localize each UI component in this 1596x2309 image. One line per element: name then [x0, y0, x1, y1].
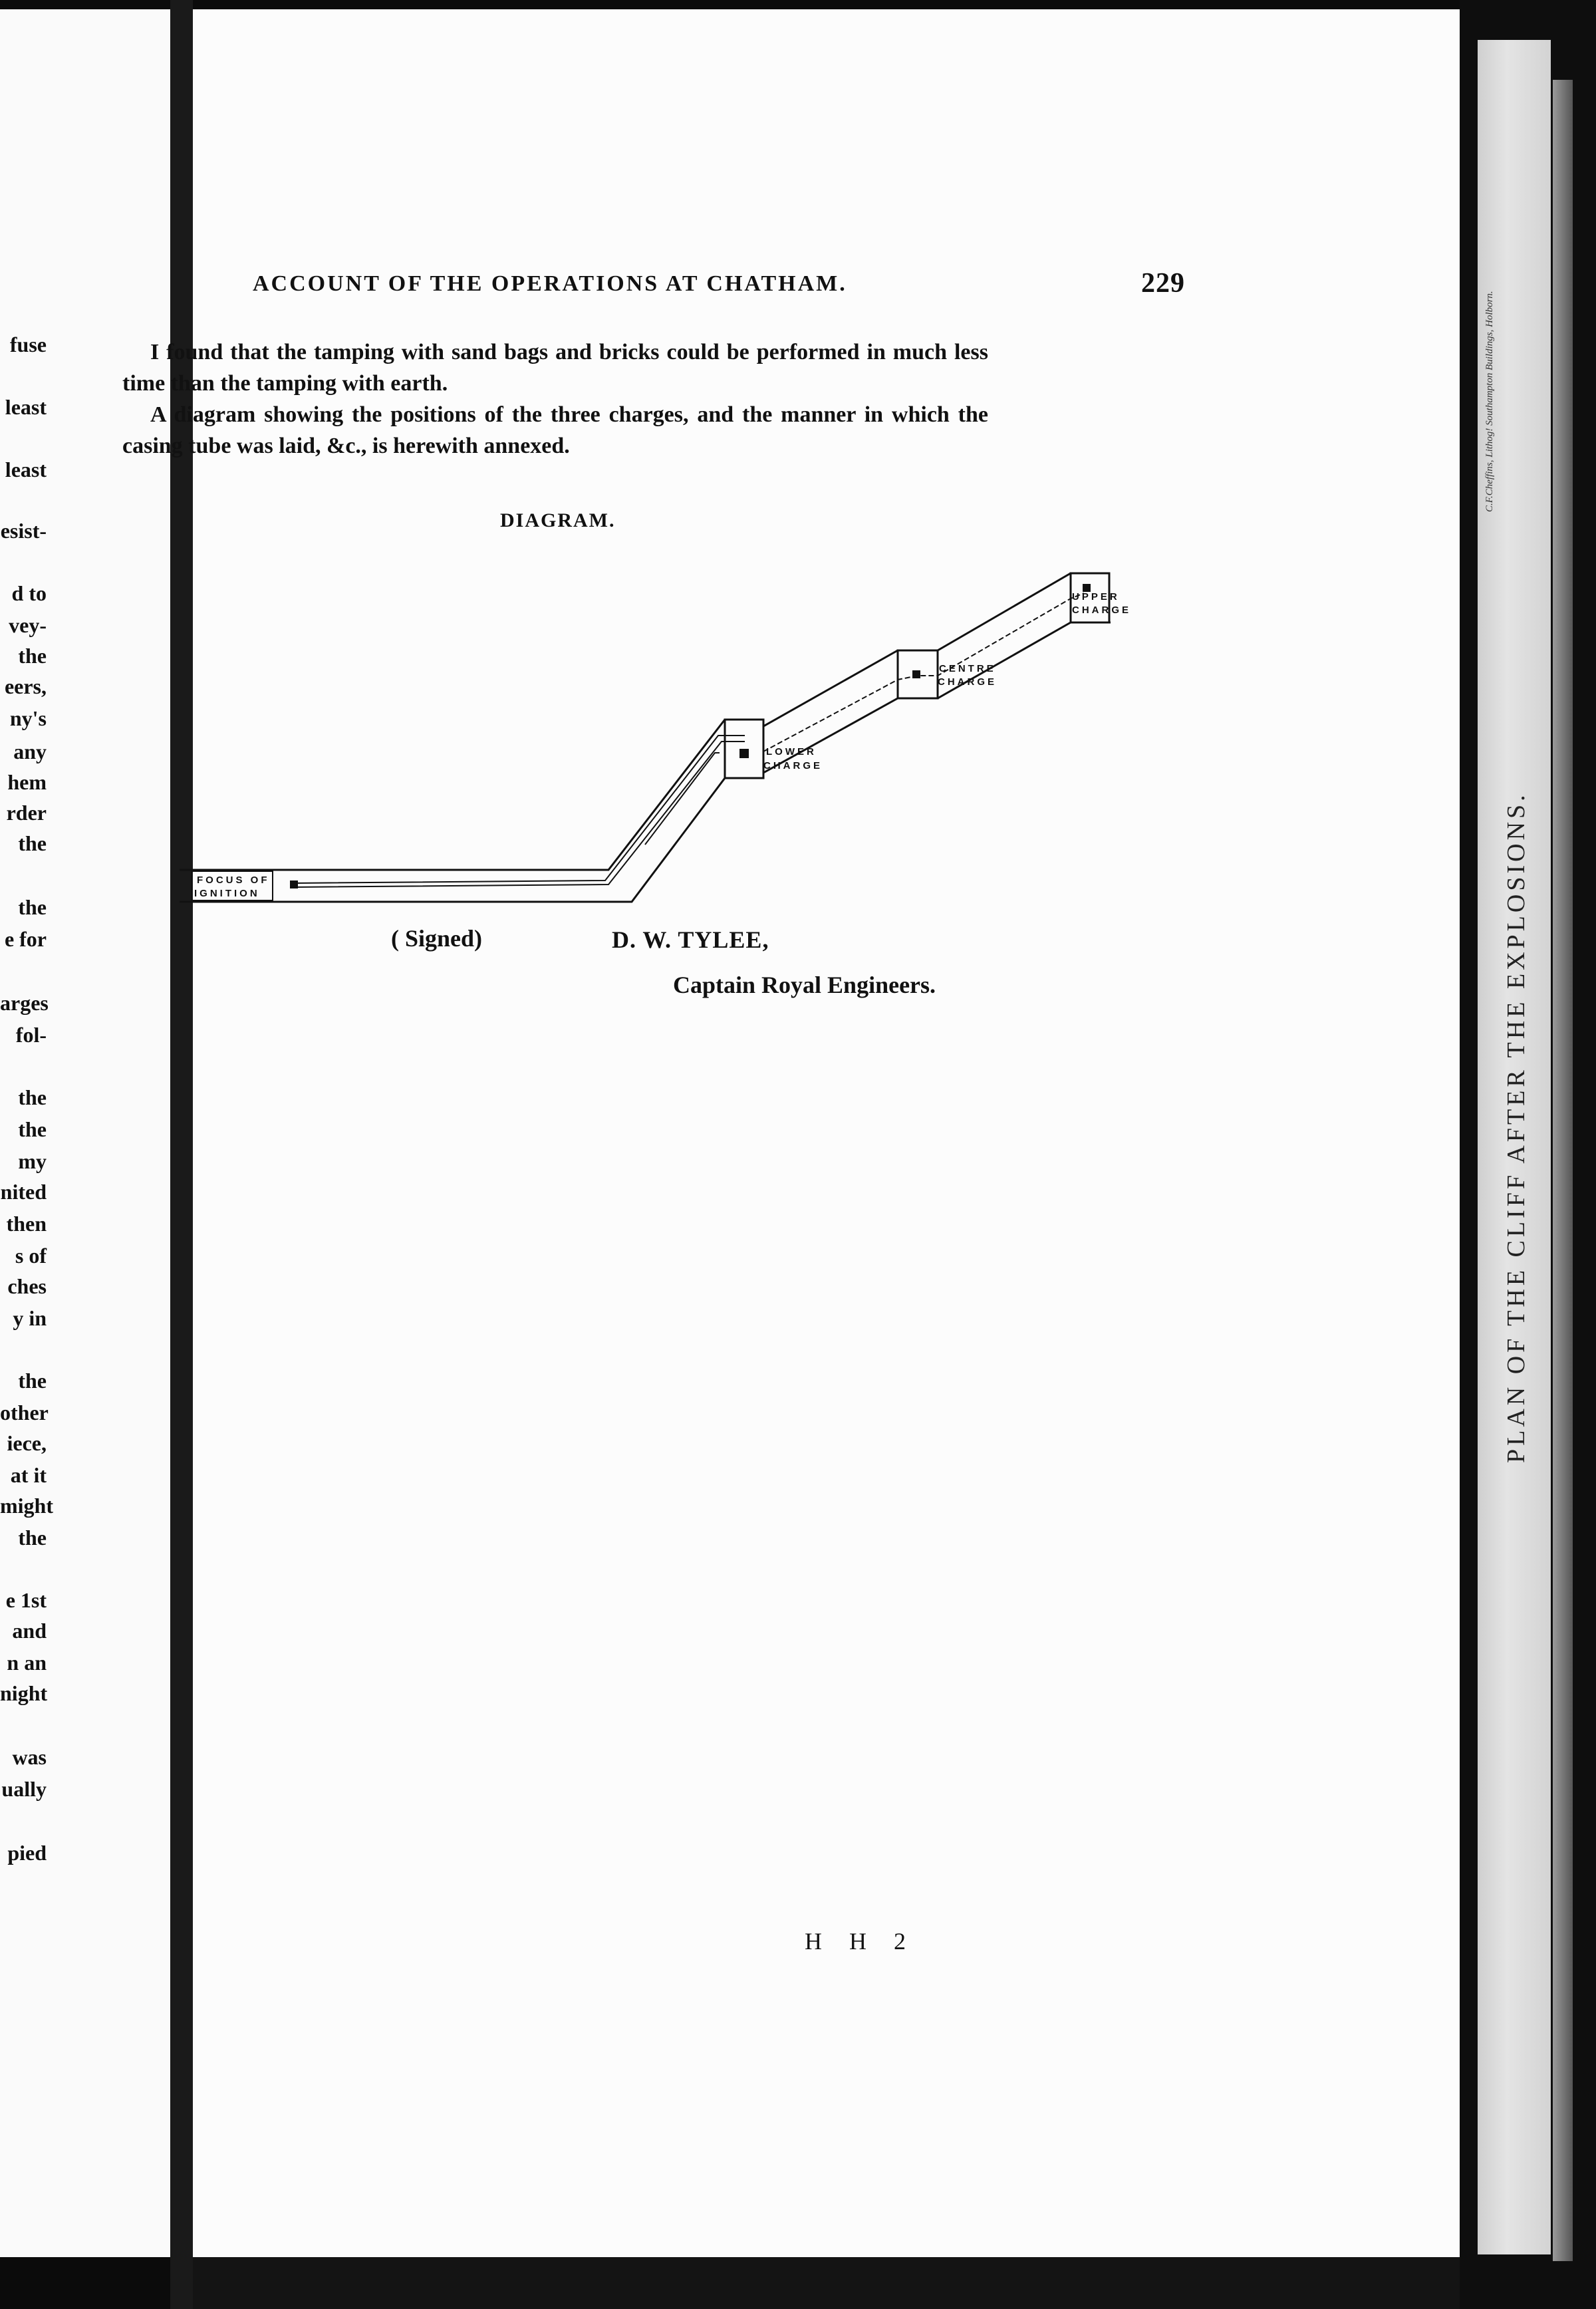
facing-page-text-fragment: rder [6, 801, 47, 825]
facing-page-text-fragment: my [18, 1149, 47, 1173]
facing-page-text-fragment: the [18, 1369, 47, 1393]
foldout-title: PLAN OF THE CLIFF AFTER THE EXPLOSIONS. [1502, 791, 1530, 1463]
diagram-heading: DIAGRAM. [500, 509, 616, 531]
facing-page-text-fragment: iece, [7, 1431, 47, 1455]
signed-note: ( Signed) [391, 925, 483, 952]
facing-page-text-fragment: hem [7, 770, 47, 794]
facing-page-text-fragment: other [0, 1401, 49, 1425]
casing-tube-inner [293, 742, 745, 887]
foldout-plan-edge [1553, 80, 1573, 2261]
paragraph: I found that the tamping with sand bags and bricks could be performed in much less time than the tamping with earth. [122, 340, 988, 396]
upper-label-line1: UPPER [1072, 591, 1120, 603]
facing-page-text-fragment: the [18, 831, 47, 855]
facing-page-text-fragment: at it [10, 1463, 47, 1487]
facing-page-text-fragment: pied [7, 1841, 47, 1865]
facing-page-text-fragment: the [18, 895, 47, 919]
facing-page-text-fragment: fol- [15, 1023, 47, 1047]
facing-page-text-fragment: least [5, 458, 47, 481]
facing-page-text-fragment: d to [11, 581, 47, 605]
casing-tube-upper [763, 593, 1084, 751]
lower-label-line2: CHARGE [763, 760, 823, 771]
facing-page-text-fragment: e for [4, 927, 47, 951]
facing-page-text-fragment: the [18, 1117, 47, 1141]
facing-page-text-fragment: fuse [9, 333, 47, 356]
centre-charge-marker [912, 670, 920, 678]
lower-charge-marker [739, 749, 749, 758]
page-bottom-edge [193, 2257, 1460, 2309]
facing-page-text-fragment: e 1st [5, 1588, 47, 1612]
facing-page-text-fragment: least [5, 395, 47, 419]
page-number: 229 [1141, 268, 1185, 299]
facing-page-text-fragment: y in [13, 1306, 47, 1330]
charges-diagram [180, 552, 1132, 918]
facing-page-text-fragment: s of [15, 1244, 47, 1268]
signer-rank: Captain Royal Engineers. [673, 972, 936, 998]
facing-page-text-fragment: ually [1, 1777, 47, 1801]
foldout-credit: C.F.Cheffins, Lithog! Southampton Buildings, Holborn. [1484, 291, 1495, 512]
facing-page-text-fragment: might [0, 1494, 53, 1518]
upper-label-line2: CHARGE [1072, 605, 1132, 616]
facing-page-text-fragment: the [18, 1526, 47, 1550]
facing-page-text-fragment: vey- [9, 613, 47, 637]
facing-page-text-fragment: arges [0, 991, 49, 1015]
facing-page-text-fragment: n an [7, 1651, 47, 1675]
facing-page-text-fragment: any [13, 740, 47, 763]
facing-page-text-fragment: esist- [0, 519, 47, 543]
lower-label-line1: LOWER [766, 746, 817, 757]
facing-page-text-fragment: the [18, 644, 47, 668]
facing-page-text-fragment: ches [7, 1274, 47, 1298]
facing-page-text-fragment: nited [0, 1180, 47, 1204]
facing-page-text-fragment: ny's [9, 706, 47, 730]
signer-name: D. W. TYLEE, [612, 926, 769, 953]
signature-mark: H H 2 [805, 1928, 916, 1955]
facing-page-text-fragment: and [12, 1619, 47, 1643]
focus-label-line2: IGNITION [194, 888, 260, 899]
facing-page-text-fragment: then [6, 1212, 47, 1236]
cliff-outline-top [180, 573, 1107, 870]
paragraph: A diagram showing the positions of the three charges, and the manner in which the casing tube was laid, &c., is herewith annexed. [122, 402, 988, 458]
facing-page-text-fragment: was [12, 1745, 47, 1769]
casing-tube [293, 736, 745, 883]
running-head-title: ACCOUNT OF THE OPERATIONS AT CHATHAM. [253, 271, 847, 296]
facing-page-text-fragment: night [0, 1681, 48, 1705]
facing-page-text-fragment: eers, [4, 674, 47, 698]
facing-page-text-fragment: the [18, 1085, 47, 1109]
focus-label-line1: FOCUS OF [197, 875, 270, 886]
charges-diagram-svg [180, 552, 1132, 918]
centre-label-line2: CHARGE [938, 676, 998, 688]
focus-marker [290, 881, 298, 888]
centre-label-line1: CENTRE [939, 663, 996, 674]
body-text [122, 337, 988, 462]
